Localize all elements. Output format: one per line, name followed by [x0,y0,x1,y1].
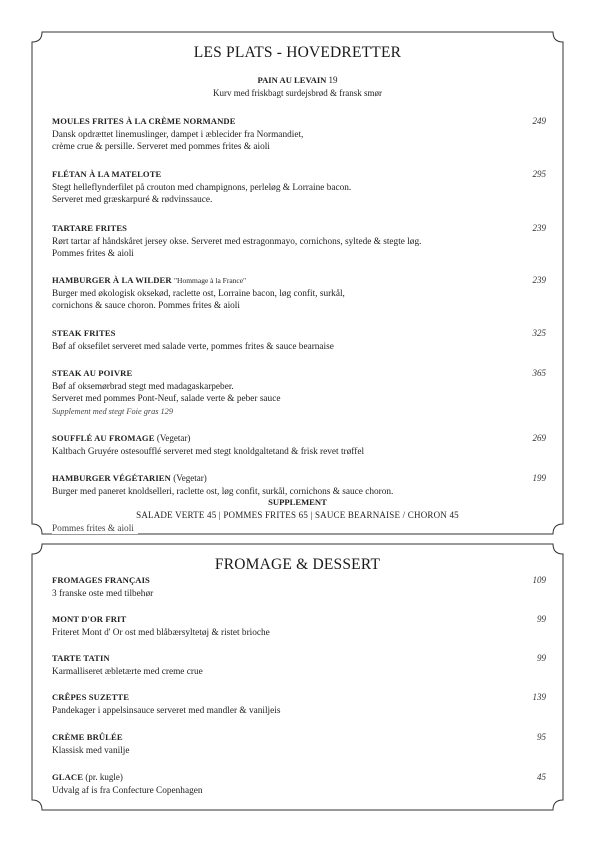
item-desc-1: Burger med paneret knoldselleri, raclette ost, løg confit, surkål, cornichons & sauce choron. [52,486,394,497]
overflow-text: Pommes frites & aioli [52,524,138,534]
item-price: 365 [532,368,546,378]
item-name: GLACE [52,772,84,782]
item-price: 269 [532,433,546,443]
item-desc-1: Pandekager i appelsinsauce serveret med mandler & vaniljeis [52,705,281,716]
item-desc-1: Bøf af oksemørbrad stegt med madagaskarpeber. [52,381,234,392]
item-price: 99 [537,614,546,624]
menu-item [52,327,546,353]
menu-item [52,691,546,717]
item-price: 325 [532,328,546,338]
item-price: 99 [537,653,546,663]
menu-item [52,222,546,261]
item-desc-1: Burger med økologisk oksekød, raclette ost, Lorraine bacon, løg confit, surkål, [52,288,345,299]
item-price: 249 [532,116,546,126]
item-price: 109 [532,575,546,585]
item-desc-1: Rørt tartar af håndskåret jersey okse. Serveret med estragonmayo, cornichons, syltede & stegte løg. [52,236,422,247]
menu-item [52,771,546,797]
bread-desc: Kurv med friskbagt surdejsbrød & fransk smør [213,88,382,98]
item-price: 139 [532,692,546,702]
item-name: MONT D'OR FRIT [52,614,127,624]
item-price: 199 [532,473,546,483]
item-desc-2: Serveret med pommes Pont-Neuf, salade verte & peber sauce [52,394,281,405]
item-desc-2: crème crue & persille. Serveret med pommes frites & aioli [52,142,270,153]
item-name: CRÊPES SUZETTE [52,692,130,702]
menu-item [52,432,546,458]
bread-price: 19 [328,75,338,85]
item-note: (pr. kugle) [85,772,123,782]
item-name: SOUFFLÉ AU FROMAGE [52,433,155,443]
item-desc-1: Udvalg af is fra Confecture Copenhagen [52,785,203,796]
menu-item [52,115,546,154]
item-desc-1: Kaltbach Gruyére ostesoufflé serveret med stegt knoldgaltetand & frisk revet trøffel [52,446,365,457]
supplement-line: SALADE VERTE 45 | POMMES FRITES 65 | SAUCE BEARNAISE / CHORON 45 [136,510,459,520]
section-title: LES PLATS - HOVEDRETTER [193,44,402,61]
section-title: FROMAGE & DESSERT [214,556,381,573]
menu-item [52,472,546,498]
item-price: 295 [532,169,546,179]
item-name: MOULES FRITES À LA CRÈME NORMANDE [52,116,236,126]
item-supplement: Supplement med stegt Foie gras 129 [52,406,173,416]
item-name: FROMAGES FRANÇAIS [52,575,150,585]
item-name: STEAK FRITES [52,328,116,338]
item-desc-1: Friteret Mont d' Or ost med blåbærsyltetøj & ristet brioche [52,627,270,638]
plats-panel [32,32,563,534]
dessert-panel [32,544,563,810]
item-desc-1: Stegt helleflynderfilet på crouton med champignons, perleløg & Lorraine bacon. [52,182,352,193]
menu-item [52,367,546,418]
item-desc-2: Pommes frites & aioli [52,249,134,260]
item-desc-1: Dansk opdrættet linemuslinger, dampet i æblecider fra Normandiet, [52,129,304,140]
item-price: 239 [532,275,546,285]
item-name: STEAK AU POIVRE [52,368,133,378]
item-desc-1: Klassisk med vanilje [52,745,130,756]
menu-item [52,168,546,207]
item-name: TARTE TATIN [52,653,110,663]
item-name: HAMBURGER À LA WILDER [52,275,172,285]
item-price: 45 [537,772,546,782]
item-name: CRÈME BRÛLÉE [52,732,123,742]
item-price: 95 [537,732,546,742]
bread-name: PAIN AU LEVAIN [257,75,327,85]
item-note: (Vegetar) [156,433,191,443]
item-desc-1: Karmalliseret æbletærte med creme crue [52,666,203,677]
supplement-title: SUPPLEMENT [268,497,327,507]
menu-item [52,574,546,600]
menu-item [52,613,546,639]
menu-item [52,274,546,313]
item-desc-2: cornichons & sauce choron. Pommes frites & aioli [52,301,240,312]
item-name: FLÉTAN À LA MATELOTE [52,169,162,179]
item-note: "Hommage à la France" [173,276,247,285]
menu-item [52,731,546,757]
bread-line [32,75,563,85]
item-price: 239 [532,223,546,233]
item-desc-2: Serveret med græskarpuré & rødvinssauce. [52,195,213,206]
item-desc-1: Bøf af oksefilet serveret med salade verte, pommes frites & sauce bearnaise [52,341,334,352]
item-name: HAMBURGER VÉGÉTARIEN [52,473,171,483]
item-note: (Vegetar) [173,473,207,483]
item-desc-1: 3 franske oste med tilbehør [52,588,154,599]
item-name: TARTARE FRITES [52,223,128,233]
menu-item [52,652,546,678]
